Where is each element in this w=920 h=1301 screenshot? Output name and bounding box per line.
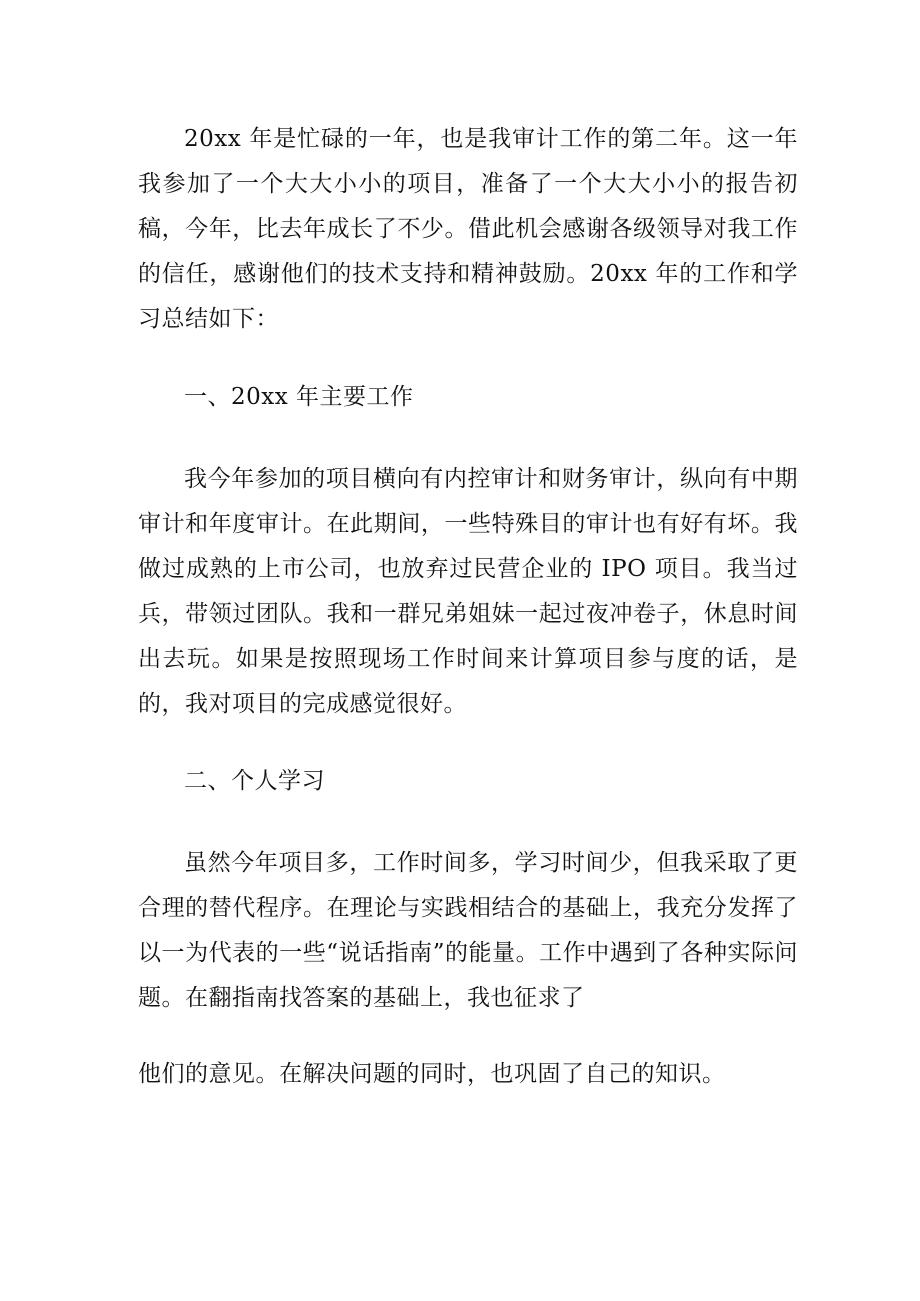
main-work-paragraph: 我今年参加的项目横向有内控审计和财务审计，纵向有中期审计和年度审计。在此期间，一些特殊目的审计也有好有坏。我做过成熟的上市公司，也放弃过民营企业的 IPO 项目。我当过兵，带领过团队。我和一群兄弟姐妹一起过夜冲卷子，休息时间出去玩。如果是按照现场工作时间来计算项目参与度的话，是的，我对项目的完成感觉很好。 (138, 466, 798, 717)
personal-study-paragraph: 虽然今年项目多，工作时间多，学习时间少，但我采取了更合理的替代程序。在理论与实践相结合的基础上，我充分发挥了以一为代表的一些“说话指南”的能量。工作中遇到了各种实际问题。在翻指南找答案的基础上，我也征求了 (138, 850, 798, 1011)
personal-study-continuation: 他们的意见。在解决问题的同时，也巩固了自己的知识。 (138, 1061, 726, 1087)
section-heading-main-work: 一、20xx 年主要工作 (184, 384, 414, 410)
section-heading-personal-study: 二、个人学习 (184, 768, 325, 794)
intro-paragraph: 20xx 年是忙碌的一年，也是我审计工作的第二年。这一年我参加了一个大大小小的项目，准备了一个大大小小的报告初稿，今年，比去年成长了不少。借此机会感谢各级领导对我工作的信任，感谢他们的技术支持和精神鼓励。20xx 年的工作和学习总结如下： (138, 126, 798, 332)
